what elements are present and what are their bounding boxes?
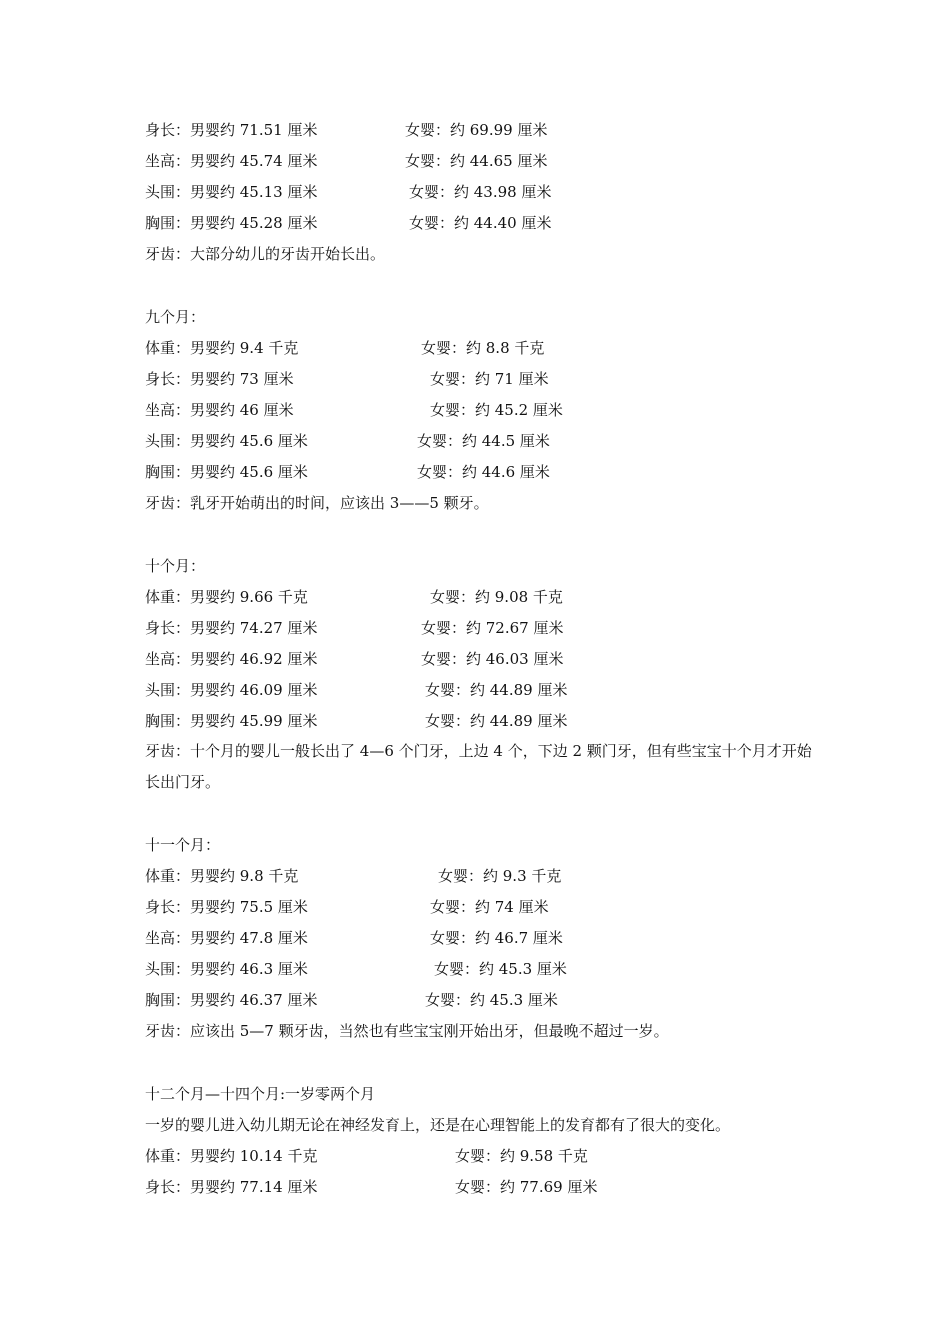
girl-value: 女婴：约 44.65 厘米: [405, 152, 548, 170]
m8-height-row: [145, 120, 548, 140]
girl-value: 女婴：约 44.89 厘米: [425, 681, 568, 699]
m10-title: 十个月：: [145, 557, 206, 575]
boy-value: 身长：男婴约 71.51 厘米: [145, 121, 318, 139]
girl-value: 女婴：约 45.3 厘米: [425, 991, 558, 1009]
m9-teeth: 牙齿：乳牙开始萌出的时间，应该出 3——5 颗牙。: [145, 494, 489, 512]
m10-head-row: [145, 680, 568, 700]
girl-value: 女婴：约 8.8 千克: [421, 339, 545, 357]
m8-head-row: [145, 182, 552, 202]
girl-value: 女婴：约 44.40 厘米: [409, 214, 552, 232]
girl-value: 女婴：约 69.99 厘米: [405, 121, 548, 139]
girl-value: 女婴：约 74 厘米: [430, 898, 549, 916]
girl-value: 女婴：约 71 厘米: [430, 370, 549, 388]
girl-value: 女婴：约 9.08 千克: [430, 588, 563, 606]
m12-title: 十二个月—十四个月:一岁零两个月: [145, 1085, 376, 1103]
boy-value: 头围：男婴约 45.6 厘米: [145, 432, 308, 450]
boy-value: 头围：男婴约 45.13 厘米: [145, 183, 318, 201]
girl-value: 女婴：约 9.3 千克: [438, 867, 562, 885]
girl-value: 女婴：约 77.69 厘米: [455, 1178, 598, 1196]
m11-chest-row: [145, 990, 558, 1010]
m10-weight-row: [145, 587, 563, 607]
m9-sitting-row: [145, 400, 563, 420]
m9-title: 九个月：: [145, 308, 206, 326]
boy-value: 身长：男婴约 77.14 厘米: [145, 1178, 318, 1196]
boy-value: 体重：男婴约 9.8 千克: [145, 867, 299, 885]
m11-weight-row: [145, 866, 562, 886]
m10-teeth: 牙齿：十个月的婴儿一般长出了 4—6 个门牙，上边 4 个，下边 2 颗门牙，但有些宝宝十个月才开始长出门牙。: [145, 742, 812, 791]
m12-intro: 一岁的婴儿进入幼儿期无论在神经发育上，还是在心理智能上的发育都有了很大的变化。: [145, 1116, 731, 1134]
boy-value: 体重：男婴约 10.14 千克: [145, 1147, 318, 1165]
boy-value: 身长：男婴约 75.5 厘米: [145, 898, 308, 916]
boy-value: 胸围：男婴约 45.99 厘米: [145, 712, 318, 730]
boy-value: 体重：男婴约 9.4 千克: [145, 339, 299, 357]
girl-value: 女婴：约 72.67 厘米: [421, 619, 564, 637]
m10-sitting-row: [145, 649, 564, 669]
boy-value: 坐高：男婴约 46.92 厘米: [145, 650, 318, 668]
boy-value: 坐高：男婴约 46 厘米: [145, 401, 294, 419]
girl-value: 女婴：约 44.6 厘米: [417, 463, 550, 481]
m8-chest-row: [145, 213, 552, 233]
girl-value: 女婴：约 45.3 厘米: [434, 960, 567, 978]
m8-teeth: 牙齿：大部分幼儿的牙齿开始长出。: [145, 245, 386, 263]
m9-height-row: [145, 369, 549, 389]
girl-value: 女婴：约 44.5 厘米: [417, 432, 550, 450]
m11-head-row: [145, 959, 567, 979]
m8-sitting-row: [145, 151, 548, 171]
girl-value: 女婴：约 44.89 厘米: [425, 712, 568, 730]
girl-value: 女婴：约 46.7 厘米: [430, 929, 563, 947]
m11-title: 十一个月：: [145, 836, 221, 854]
m12-weight-row: [145, 1146, 588, 1166]
m11-teeth: 牙齿：应该出 5—7 颗牙齿，当然也有些宝宝刚开始出牙，但最晚不超过一岁。: [145, 1022, 669, 1040]
girl-value: 女婴：约 46.03 厘米: [421, 650, 564, 668]
m12-height-row: [145, 1177, 598, 1197]
boy-value: 体重：男婴约 9.66 千克: [145, 588, 308, 606]
m9-head-row: [145, 431, 550, 451]
boy-value: 身长：男婴约 74.27 厘米: [145, 619, 318, 637]
m9-weight-row: [145, 338, 545, 358]
boy-value: 头围：男婴约 46.3 厘米: [145, 960, 308, 978]
boy-value: 坐高：男婴约 47.8 厘米: [145, 929, 308, 947]
boy-value: 胸围：男婴约 45.28 厘米: [145, 214, 318, 232]
m10-height-row: [145, 618, 564, 638]
girl-value: 女婴：约 45.2 厘米: [430, 401, 563, 419]
m11-sitting-row: [145, 928, 563, 948]
boy-value: 头围：男婴约 46.09 厘米: [145, 681, 318, 699]
boy-value: 身长：男婴约 73 厘米: [145, 370, 294, 388]
girl-value: 女婴：约 9.58 千克: [455, 1147, 588, 1165]
m9-chest-row: [145, 462, 550, 482]
boy-value: 胸围：男婴约 46.37 厘米: [145, 991, 318, 1009]
girl-value: 女婴：约 43.98 厘米: [409, 183, 552, 201]
boy-value: 坐高：男婴约 45.74 厘米: [145, 152, 318, 170]
boy-value: 胸围：男婴约 45.6 厘米: [145, 463, 308, 481]
m11-height-row: [145, 897, 549, 917]
m10-chest-row: [145, 711, 568, 731]
